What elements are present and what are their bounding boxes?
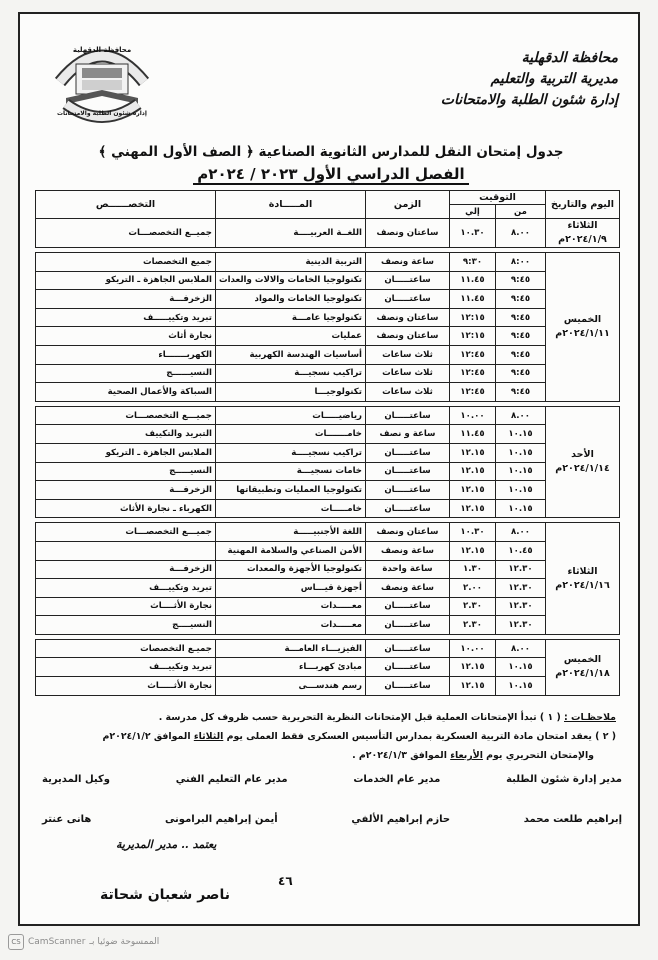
document-sheet [18,12,640,926]
day-name: الخميس [563,313,602,325]
subject-cell: تكنولوجيـــا [216,383,366,402]
table-row [36,271,620,290]
time-to-cell: ١١.٤٥ [450,271,496,290]
table-row [36,327,620,346]
time-from-cell: ٩:٤٥ [496,271,546,290]
day-name: الثلاثاء [567,220,598,231]
duration-cell: ساعتـــــان [366,462,450,481]
subject-cell: الفيزيـــاء العامـــة [216,639,366,658]
camscanner-app-name: CamScanner [28,937,86,947]
table-row [36,541,620,560]
subject-cell: اللغــة العربيــــة [216,219,366,248]
subject-cell: رسم هندســـى [216,677,366,696]
time-to-cell: ١٢:٤٥ [450,345,496,364]
time-to-cell: ١٢.١٥ [450,443,496,462]
header-to: إلي [450,205,496,219]
time-from-cell: ٩:٤٥ [496,364,546,383]
specialization-cell: نجارة أثاث [36,327,216,346]
duration-cell: ساعتـــــان [366,406,450,425]
header-day: اليوم والتاريخ [546,191,620,219]
time-to-cell: ١٢.١٥ [450,541,496,560]
specialization-cell: جميـــع التخصصـــات [36,406,216,425]
sig-title-students-affairs: مدير إدارة شئون الطلبة [506,774,622,785]
note-2-day: الثلاثاء [193,731,224,742]
duration-cell: ساعتان ونصف [366,523,450,542]
time-to-cell: ١٠.٣٠ [450,523,496,542]
note-3-text-a: والإمتحان التحريري يوم [482,750,594,761]
duration-cell: ثلاث ساعات [366,383,450,402]
notes-section [36,708,616,765]
table-row [36,597,620,616]
subject-cell: رياضيـــــات [216,406,366,425]
specialization-cell: الكهرباء ـ نجارة الأثاث [36,499,216,518]
duration-cell: ثلاث ساعات [366,364,450,383]
table-row [36,443,620,462]
table-row [36,616,620,635]
time-from-cell: ١٠.١٥ [496,425,546,444]
table-row [36,290,620,309]
sig-title-deputy: وكيل المديرية [42,774,110,785]
logo-bottom-text: إدارة شئون الطلبة والامتحانات [57,110,147,117]
duration-cell: ساعتان ونصف [366,219,450,248]
time-from-cell: ٨.٠٠ [496,523,546,542]
day-date: ٢٠٢٤/١/١٦م [555,579,610,591]
day-cell [546,639,620,695]
time-to-cell: ١٠.٠٠ [450,639,496,658]
sig-title-services: مدير عام الخدمات [353,774,441,785]
specialization-cell: جميـــع التخصصـــات [36,523,216,542]
time-from-cell: ١٢.٣٠ [496,560,546,579]
subject-cell: عمليات [216,327,366,346]
term-label: الفصل الدراسي الأول ٢٠٢٣ / ٢٠٢٤م [193,165,468,185]
time-from-cell: ١٠.١٥ [496,499,546,518]
sig-name-1: إبراهيم طلعت محمد [523,814,622,825]
duration-cell: ساعتـــــان [366,499,450,518]
header-duration: الزمن [366,191,450,219]
table-row [36,639,620,658]
time-to-cell: ١٢:٤٥ [450,383,496,402]
time-from-cell: ٩:٤٥ [496,327,546,346]
duration-cell: ساعة ونصف [366,541,450,560]
specialization-cell: النسيـــــج [36,462,216,481]
header-timing: التوقيت [450,191,546,205]
specialization-cell: النسيــــج [36,616,216,635]
table-row [36,499,620,518]
note-3-text-b: الموافق ٢٠٢٤/١/٣م . [352,750,451,761]
specialization-cell: تبريد وتكييـــــف [36,308,216,327]
note-3-day: الأربعاء [450,750,483,761]
page-number: ٤٦ [278,874,293,888]
duration-cell: ساعة ونصف [366,579,450,598]
day-name: الثلاثاء [567,565,598,577]
note-2-text-b: الموافق ٢٠٢٤/١/٢م [102,731,194,742]
note-line-1 [36,708,616,727]
subject-cell: تكنولوجيا الأجهزة والمعدات [216,560,366,579]
table-row [36,308,620,327]
time-from-cell: ٩:٤٥ [496,383,546,402]
subject-cell: تكنولوجيا عامـــة [216,308,366,327]
specialization-cell: الزخرفـــة [36,560,216,579]
time-from-cell: ٨.٠٠ [496,219,546,248]
table-row [36,425,620,444]
header-line-department: إدارة شئون الطلبة والامتحانات [440,92,618,108]
time-to-cell: ١٠.٣٠ [450,219,496,248]
sig-title-technical-education: مدير عام التعليم الفني [175,774,288,785]
header-line-directorate: مديرية التربية والتعليم [490,71,618,87]
time-from-cell: ١٢.٣٠ [496,616,546,635]
time-to-cell: ١.٣٠ [450,560,496,579]
day-cell [546,523,620,635]
approval-label: يعتمد .. مدير المديرية [116,838,217,851]
specialization-cell: جميــع التخصصـــات [36,219,216,248]
duration-cell: ساعتـــــان [366,616,450,635]
day-date: ٢٠٢٤/١/١١م [555,327,610,339]
subject-cell: اللغة الأجنبيـــــة [216,523,366,542]
note-line-2 [36,727,616,746]
notes-label: ملاحظـات : [564,712,616,723]
time-from-cell: ١٠.١٥ [496,443,546,462]
director-name: ناصر شعبان شحاتة [100,887,230,903]
subject-cell: خامـــــــات [216,425,366,444]
time-from-cell: ٩:٤٥ [496,345,546,364]
specialization-cell: النسيــــــج [36,364,216,383]
specialization-cell: تبريد وتكييـــف [36,579,216,598]
sig-name-4: هانى عنتر [42,814,92,825]
table-row [36,345,620,364]
duration-cell: ساعتان ونصف [366,327,450,346]
sig-name-3: أيمن إبراهيم البرامونى [164,814,278,825]
header-specialization: التخصــــــص [36,191,216,219]
camscanner-text: الممسوحة ضوئيا بـ [89,937,160,947]
subject-cell: الأمن الصناعي والسلامة المهنية [216,541,366,560]
time-from-cell: ٨.٠٠ [496,406,546,425]
table-row [36,481,620,500]
subject-cell: تراكيب نسجيـــة [216,364,366,383]
table-row [36,462,620,481]
time-to-cell: ٢.٠٠ [450,579,496,598]
day-date: ٢٠٢٤/١/١٤م [555,463,610,475]
subject-cell: أجهزة قيـــاس [216,579,366,598]
time-from-cell: ١٠.١٥ [496,677,546,696]
duration-cell: ساعتـــــان [366,481,450,500]
time-to-cell: ١٢:١٥ [450,308,496,327]
day-date: ٢٠٢٤/١/٩م [558,234,607,245]
specialization-cell: الزخرفـــة [36,290,216,309]
day-name: الخميس [563,654,602,666]
table-row [36,677,620,696]
specialization-cell: تبريد وتكييـــف [36,658,216,677]
subject-cell: خامـــــات [216,499,366,518]
specialization-cell: الملابس الجاهزة ـ التريكو [36,271,216,290]
time-from-cell: ١٢.٣٠ [496,597,546,616]
time-to-cell: ١١.٤٥ [450,425,496,444]
time-to-cell: ١٢.١٥ [450,481,496,500]
time-from-cell: ٨:٠٠ [496,253,546,272]
duration-cell: ساعتـــــان [366,443,450,462]
table-row [36,579,620,598]
duration-cell: ساعتـــــان [366,597,450,616]
time-to-cell: ١٢.١٥ [450,462,496,481]
camscanner-watermark [8,934,159,950]
time-to-cell: ١٢.١٥ [450,499,496,518]
time-to-cell: ٢.٣٠ [450,616,496,635]
table-row [36,253,620,272]
header-line-governorate: محافظة الدقهلية [521,50,618,66]
duration-cell: ثلاث ساعات [366,345,450,364]
specialization-cell: نجارة الأثــــاث [36,597,216,616]
signature-names [42,814,622,825]
specialization-cell [36,541,216,560]
specialization-cell: التبريد والتكييف [36,425,216,444]
specialization-cell: نجارة الأثـــــاث [36,677,216,696]
duration-cell: ساعة ونصف [366,253,450,272]
duration-cell: ساعتـــــان [366,271,450,290]
time-from-cell: ٩:٤٥ [496,290,546,309]
table-row [36,658,620,677]
table-row [36,406,620,425]
table-row [36,364,620,383]
specialization-cell: جميـع التخصصات [36,639,216,658]
time-to-cell: ١٠.٠٠ [450,406,496,425]
time-to-cell: ١٢.١٥ [450,658,496,677]
duration-cell: ساعتـــــان [366,290,450,309]
duration-cell: ساعتان ونصف [366,308,450,327]
logo-top-text: محافظة الدقهلية [72,46,132,54]
duration-cell: ساعتـــــان [366,677,450,696]
subject-cell: أساسيات الهندسة الكهربية [216,345,366,364]
note-1: ( ١ ) تبدأ الإمتحانات العملية قبل الإمتحانات النظرية التحريرية حسب ظروف كل مدرسة . [158,712,561,723]
time-from-cell: ٨.٠٠ [496,639,546,658]
subject-cell: تراكيب نسجيــــة [216,443,366,462]
table-row [36,219,620,248]
time-from-cell: ١٠.١٥ [496,481,546,500]
schedule-body [36,219,620,696]
header-from: من [496,205,546,219]
sig-name-2: حازم إبراهيم الألفي [351,814,451,825]
signature-titles [42,774,622,785]
day-name: الأحد [571,449,594,461]
time-to-cell: ٢.٣٠ [450,597,496,616]
subject-cell: مبادئ كهربـــاء [216,658,366,677]
directorate-header [388,48,618,111]
subject-cell: التربية الدينية [216,253,366,272]
time-to-cell: ١١.٤٥ [450,290,496,309]
subject-cell: خامات نسجيـــة [216,462,366,481]
time-from-cell: ١٠.٤٥ [496,541,546,560]
subject-cell: تكنولوجيا الخامات والالات والعدات [216,271,366,290]
note-line-3 [36,746,616,765]
time-from-cell: ١٢.٣٠ [496,579,546,598]
day-cell [546,219,620,248]
exam-schedule-table [36,190,620,696]
subject-cell: تكنولوجيا الخامات والمواد [216,290,366,309]
time-from-cell: ١٠.١٥ [496,658,546,677]
specialization-cell: الزخرفـــة [36,481,216,500]
table-row [36,523,620,542]
subject-cell: تكنولوجيا العمليات وتطبيقاتها [216,481,366,500]
subject-cell: معـــــدات [216,616,366,635]
table-row [36,383,620,402]
specialization-cell: السباكة والأعمال الصحية [36,383,216,402]
day-cell [546,406,620,518]
header-subject: المـــــادة [216,191,366,219]
page-title: جدول إمتحان النقل للمدارس الثانوية الصناعية ﴿ الصف الأول المهني ﴾ [98,144,564,160]
day-cell [546,253,620,402]
time-from-cell: ٩:٤٥ [496,308,546,327]
duration-cell: ساعتـــــان [366,639,450,658]
camscanner-icon: CS [8,934,24,950]
specialization-cell: الكهربـــــــاء [36,345,216,364]
day-date: ٢٠٢٤/١/١٨م [555,668,610,680]
time-to-cell: ١٢:١٥ [450,327,496,346]
time-to-cell: ١٢.١٥ [450,677,496,696]
specialization-cell: الملابس الجاهزة ـ التريكو [36,443,216,462]
page-subtitle [20,165,640,183]
table-row [36,560,620,579]
subject-cell: معـــــدات [216,597,366,616]
specialization-cell: جميع التخصصات [36,253,216,272]
duration-cell: ساعة و نصف [366,425,450,444]
time-to-cell: ٩:٣٠ [450,253,496,272]
time-to-cell: ١٢:٤٥ [450,364,496,383]
note-2-text-a: ( ٢ ) يعقد امتحان مادة التربية العسكرية بمدارس التأسيس العسكرى فقط العملى يوم [223,731,616,742]
time-from-cell: ١٠.١٥ [496,462,546,481]
duration-cell: ساعة واحدة [366,560,450,579]
duration-cell: ساعتـــــان [366,658,450,677]
